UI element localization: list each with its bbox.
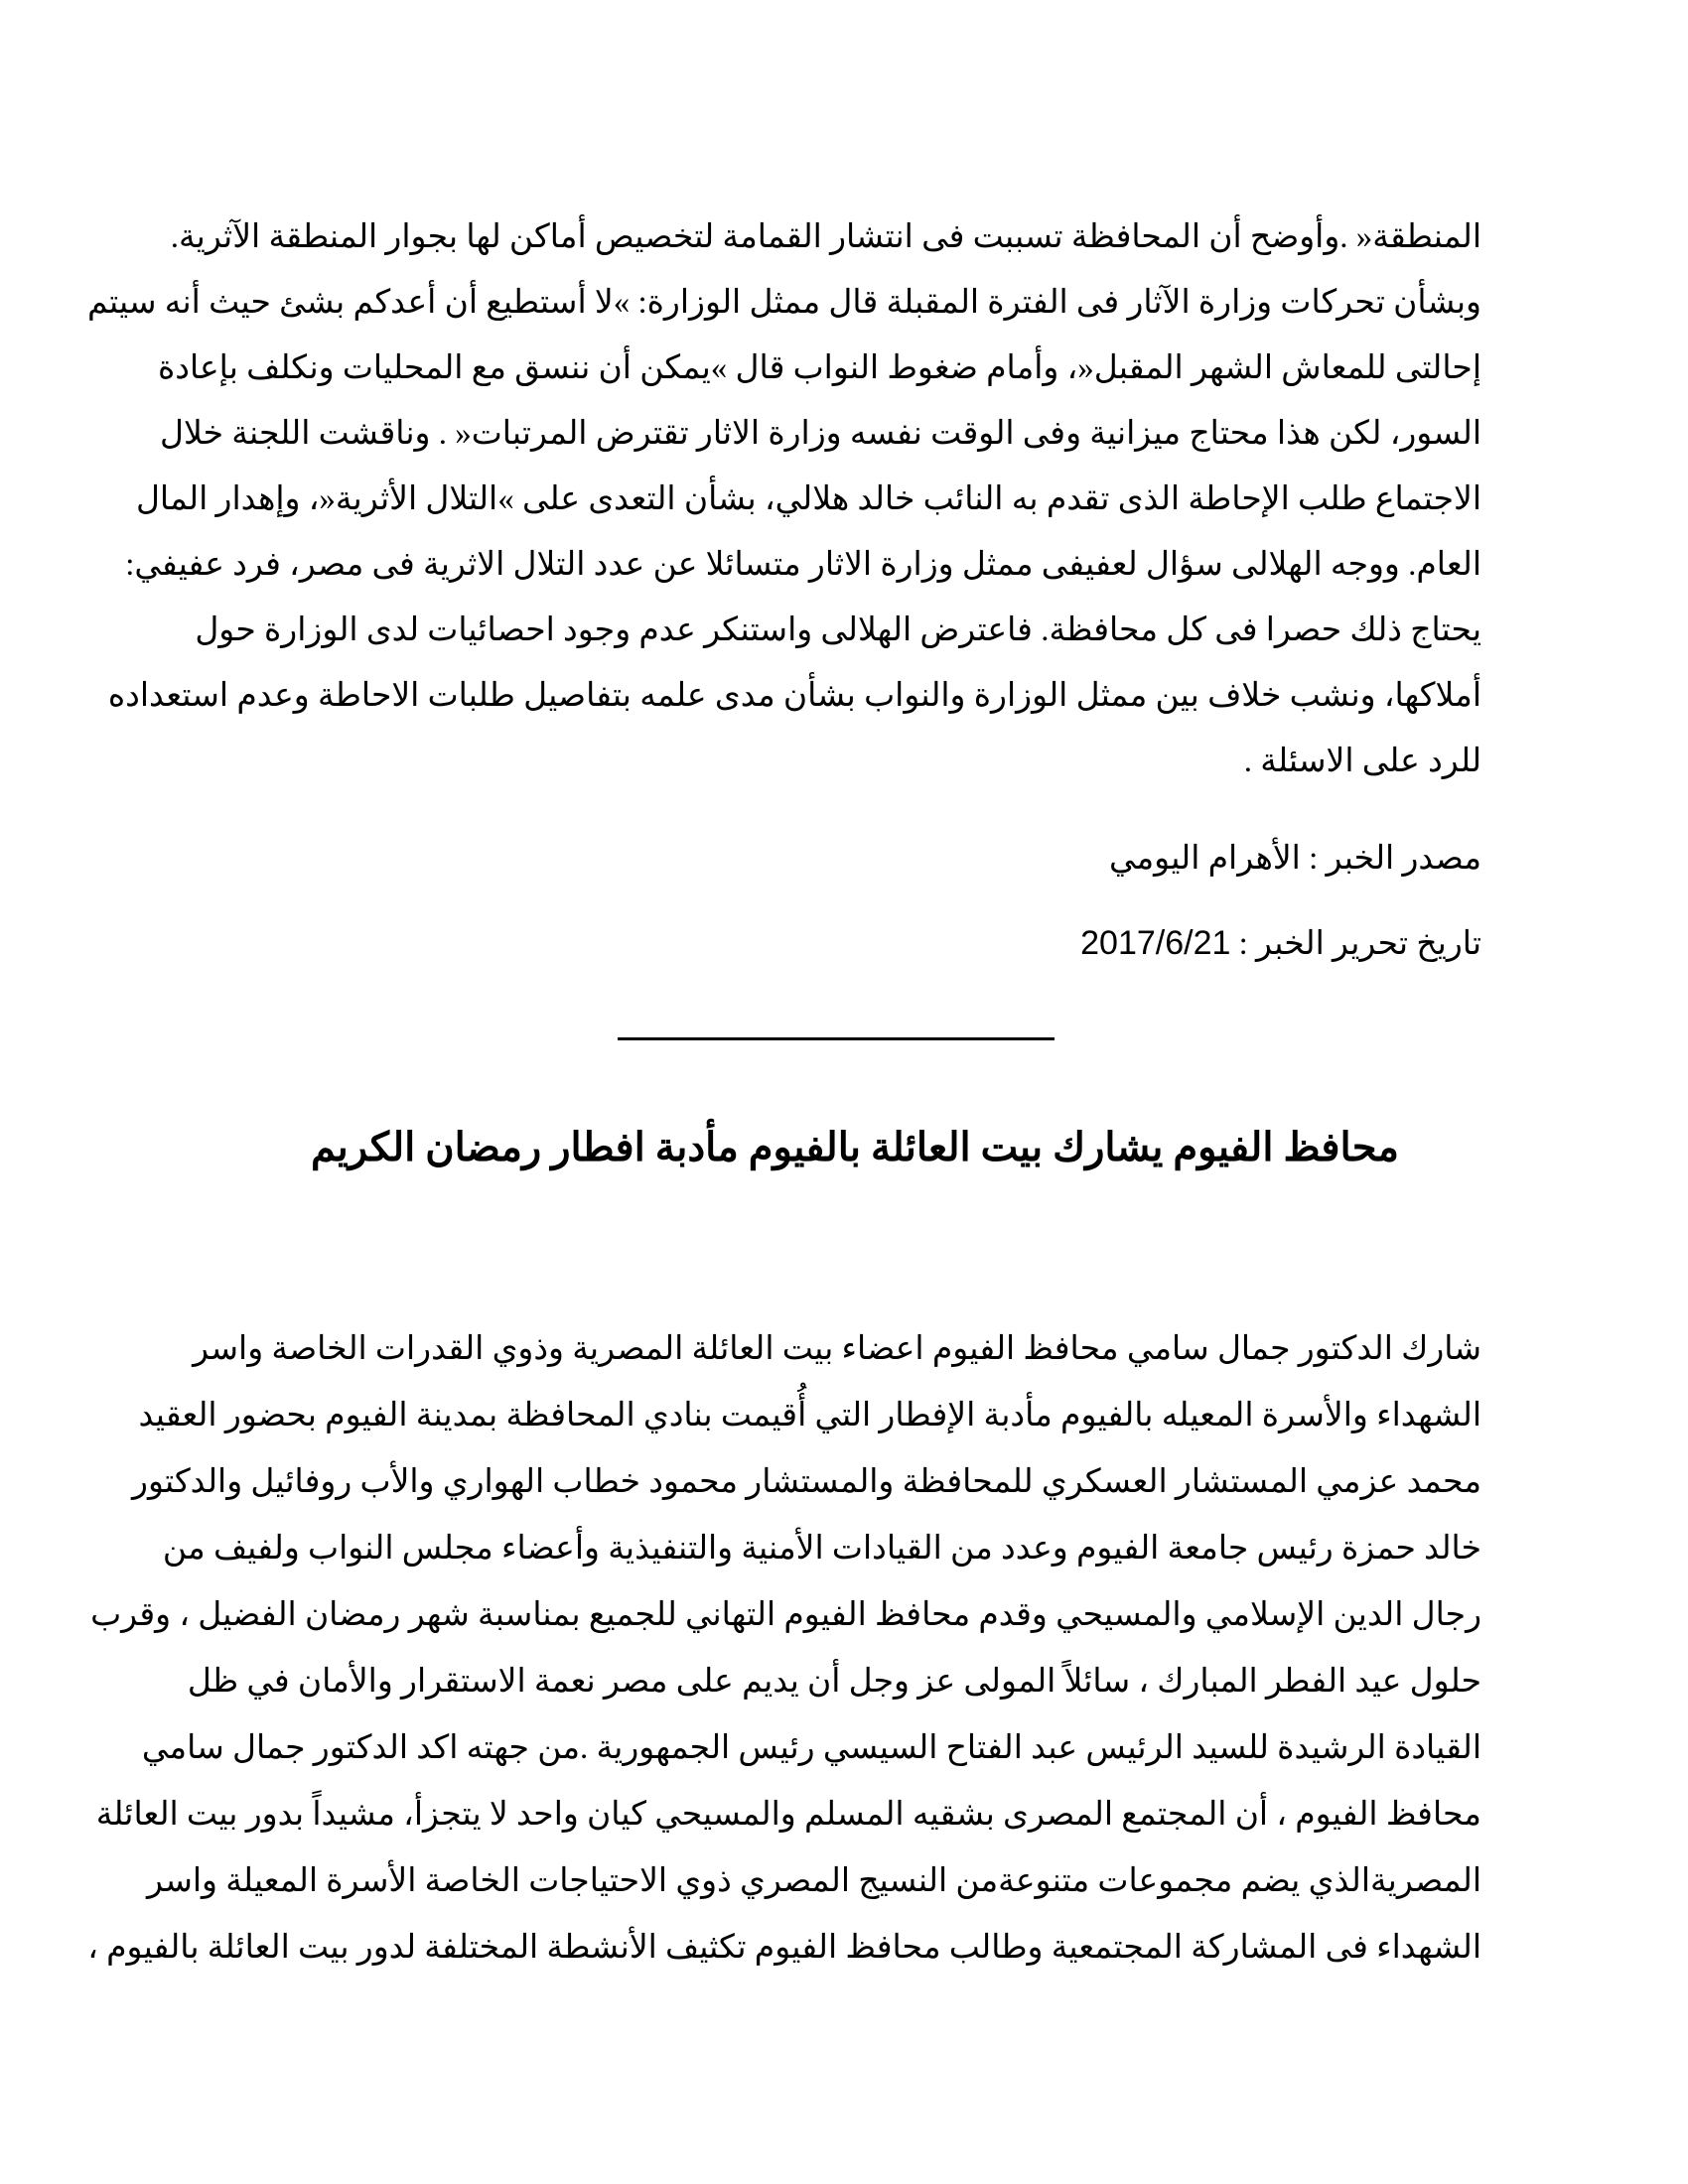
article-title: محافظ الفيوم يشارك بيت العائلة بالفيوم مأدبة افطار رمضان الكريم [311, 1125, 1399, 1169]
paragraph-line: حلول عيد الفطر المبارك ، سائلاً المولى عز وجل أن يديم على مصر نعمة الاستقرار والأمان في ظل [187, 1664, 1481, 1700]
paragraph-line: رجال الدين الإسلامي والمسيحي وقدم محافظ الفيوم التهاني للجميع بمناسبة شهر رمضان الفضيل ، وقرب [90, 1597, 1481, 1633]
paragraph-line: المنطقة« .وأوضح أن المحافظة تسببت فى انتشار القمامة لتخصيص أماكن لها بجوار المنطقة الآثرية. [170, 219, 1481, 255]
paragraph-line: الشهداء والأسرة المعيله بالفيوم مأدبة الإفطار التي أُقيمت بنادي المحافظة بمدينة الفيوم بحضور العقيد [138, 1398, 1481, 1433]
article-body [87, 1316, 1481, 1981]
section-divider [618, 1037, 1055, 1040]
continuation-paragraph [87, 205, 1481, 794]
paragraph-line: خالد حمزة رئيس جامعة الفيوم وعدد من القيادات الأمنية والتنفيذية وأعضاء مجلس النواب ولفيف من [162, 1531, 1481, 1567]
paragraph-line: وبشأن تحركات وزارة الآثار فى الفترة المقبلة قال ممثل الوزارة: »لا أستطيع أن أعدكم بشئ حيث أنه سيتم [87, 285, 1481, 321]
paragraph-line: العام. ووجه الهلالى سؤال لعفيفى ممثل وزارة الاثار متسائلا عن عدد التلال الاثرية فى مصر، فرد عفيفي: [125, 547, 1481, 583]
news-date [228, 918, 1481, 969]
news-date-label: تاريخ تحرير الخبر : [1230, 926, 1481, 962]
paragraph-line: الاجتماع طلب الإحاطة الذى تقدم به النائب خالد هلالي، بشأن التعدى على »التلال الأثرية«، وإهدار المال [135, 481, 1481, 517]
paragraph-line: محافظ الفيوم ، أن المجتمع المصرى بشقيه المسلم والمسيحي كيان واحد لا يتجزأ، مشيداً بدور بيت العائلة [95, 1797, 1481, 1833]
paragraph-line: الشهداء فى المشاركة المجتمعية وطالب محافظ الفيوم تكثيف الأنشطة المختلفة لدور بيت العائلة بالفيوم ، [87, 1930, 1481, 1966]
paragraph-line: شارك الدكتور جمال سامي محافظ الفيوم اعضاء بيت العائلة المصرية وذوي القدرات الخاصة واسر [193, 1331, 1481, 1367]
paragraph-line: السور، لكن هذا محتاج ميزانية وفى الوقت نفسه وزارة الاثار تقترض المرتبات« . وناقشت اللجنة خلال [159, 416, 1481, 452]
news-source: مصدر الخبر : الأهرام اليومي [1108, 841, 1481, 877]
paragraph-line: للرد على الاسئلة . [1243, 744, 1481, 779]
paragraph-line: أملاكها، ونشب خلاف بين ممثل الوزارة والنواب بشأن مدى علمه بتفاصيل طلبات الاحاطة وعدم استعداده [107, 678, 1481, 714]
news-date-value: 2017/6/21 [1080, 924, 1231, 962]
paragraph-line: القيادة الرشيدة للسيد الرئيس عبد الفتاح السيسي رئيس الجمهورية .من جهته اكد الدكتور جمال سامي [141, 1730, 1481, 1766]
paragraph-line: محمد عزمي المستشار العسكري للمحافظة والمستشار محمود خطاب الهواري والأب روفائيل والدكتور [132, 1464, 1481, 1500]
paragraph-line: المصريةالذي يضم مجموعات متنوعةمن النسيج المصري ذوي الاحتياجات الخاصة الأسرة المعيلة واسر [147, 1863, 1481, 1899]
paragraph-line: إحالتى للمعاش الشهر المقبل«، وأمام ضغوط النواب قال »يمكن أن ننسق مع المحليات ونكلف بإعادة [157, 350, 1481, 386]
paragraph-line: يحتاج ذلك حصرا فى كل محافظة. فاعترض الهلالى واستنكر عدم وجود احصائيات لدى الوزارة حول [195, 613, 1481, 648]
